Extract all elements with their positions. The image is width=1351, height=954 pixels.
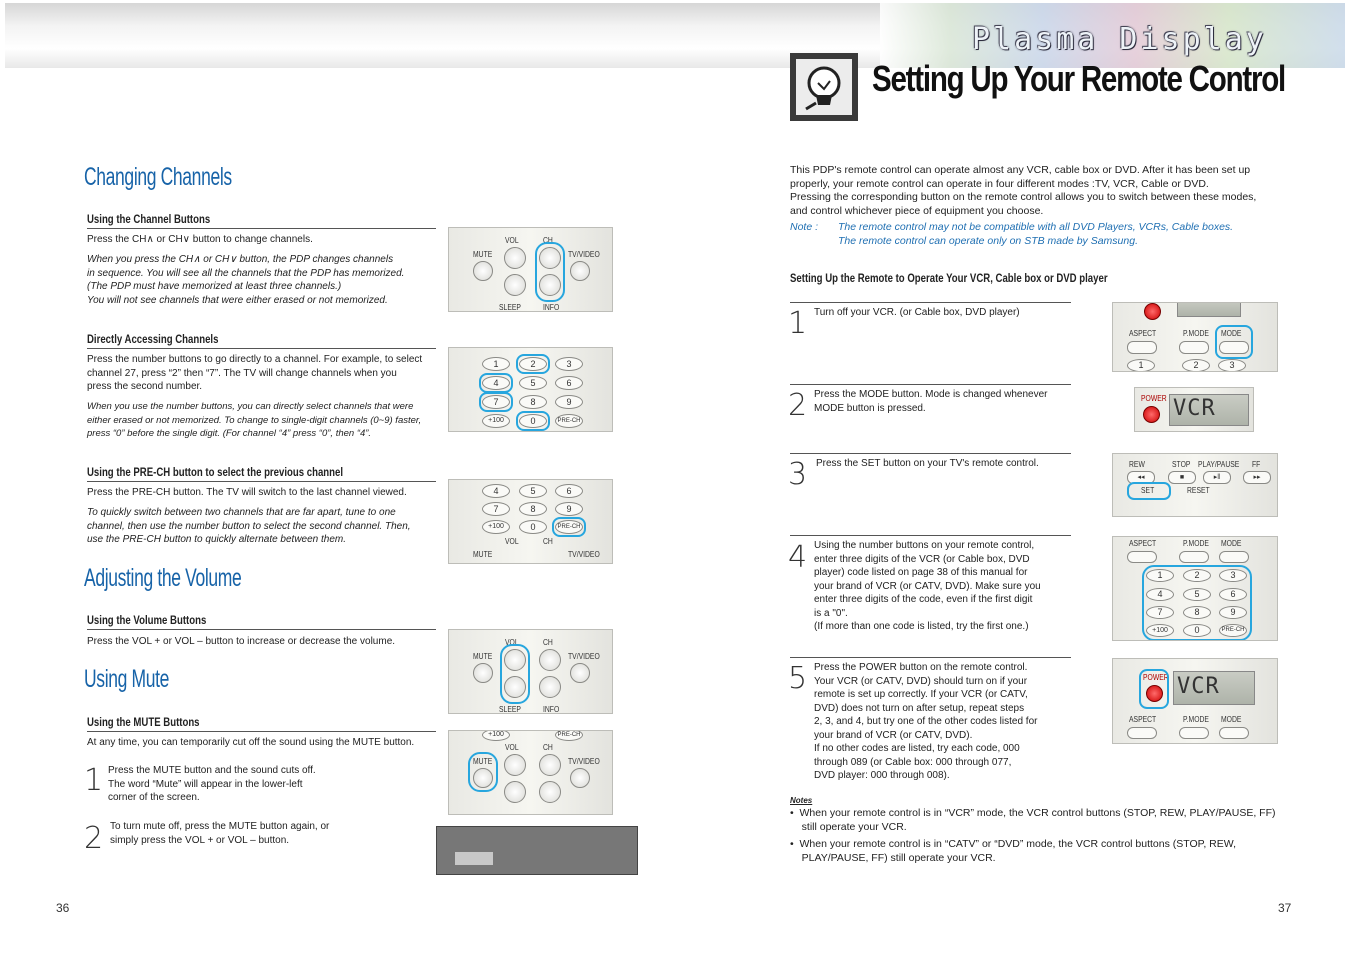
remote-illustration-vcr-display: POWER VCR <box>1134 387 1254 432</box>
setup-step-2: Press the MODE button. Mode is changed whenever MODE button is pressed. <box>814 389 1048 414</box>
remote-illustration-power: POWER VCR ASPECT P.MODE MODE <box>1112 658 1278 744</box>
divider <box>87 481 436 482</box>
subheading-direct-access: Directly Accessing Channels <box>87 332 219 346</box>
step-number: 2 <box>788 388 808 423</box>
setup-step-5: Press the POWER button on the remote control. Your VCR (or CATV, DVD) should turn on if your remote is set up correctly. If your VCR (or CATV, DVD) does not turn on after setup, repeat steps 2, 3, and 4, but try one of the other codes listed for your brand of VCR (or CATV, DVD). If no other codes are listed, try each code, 000 through 089 (or Cable box: 000 through 077, DVD player: 000 through 008). <box>814 662 1038 781</box>
setup-heading: Setting Up the Remote to Operate Your VCR, Cable box or DVD player <box>790 271 1108 285</box>
divider <box>790 535 1071 536</box>
divider <box>790 302 1071 303</box>
mute-text: At any time, you can temporarily cut off the sound using the MUTE button. <box>87 737 415 748</box>
notes-label: Notes <box>790 796 813 805</box>
setup-step-3: Press the SET button on your TV's remote control. <box>816 458 1039 469</box>
mute-step-2: To turn mute off, press the MUTE button again, or simply press the VOL + or VOL – button. <box>110 821 330 846</box>
page-title: Setting Up Your Remote Control <box>872 58 1286 99</box>
subheading-volume: Using the Volume Buttons <box>87 613 207 627</box>
direct-access-text: Press the number buttons to go directly to a channel. For example, to select channel 27, press “2” then “7”. The TV will change channels when you press the second number. <box>87 354 423 392</box>
prech-text: Press the PRE-CH button. The TV will switch to the last channel viewed. <box>87 487 407 498</box>
remote-illustration-code-entry: ASPECT P.MODE MODE 1 2 3 4 5 6 7 8 9 +100 0 PRE-CH <box>1112 536 1278 641</box>
remote-illustration-mute: +100 PRE-CH MUTE VOL CH TV/VIDEO <box>448 730 613 815</box>
divider <box>87 348 436 349</box>
divider <box>790 657 1071 658</box>
remote-illustration-channel: MUTE VOL CH TV/VIDEO SLEEP INFO <box>448 227 613 312</box>
step-number: 1 <box>84 763 104 798</box>
volume-text: Press the VOL + or VOL – button to increase or decrease the volume. <box>87 636 396 647</box>
divider <box>790 453 1071 454</box>
note-label: Note : <box>790 221 819 233</box>
remote-illustration-set: REW STOP PLAY/PAUSE FF ◂◂ ■ ▸‖ ▸▸ SET RESET <box>1112 453 1278 517</box>
section-title-mute: Using Mute <box>84 665 170 693</box>
step-number: 2 <box>84 821 104 856</box>
step-number: 5 <box>788 661 808 696</box>
remote-illustration-mode: ASPECT P.MODE MODE 1 2 3 <box>1112 302 1278 372</box>
channel-buttons-text: Press the CH∧ or CH∨ button to change channels. <box>87 234 313 245</box>
subheading-prech: Using the PRE-CH button to select the previous channel <box>87 465 344 479</box>
remote-illustration-prech: 4 5 6 7 8 9 +100 0 PRE-CH MUTE VOL CH TV/VIDEO <box>448 479 613 564</box>
mute-step-1: Press the MUTE button and the sound cuts off. The word “Mute” will appear in the lower-left corner of the screen. <box>108 765 316 803</box>
setup-step-1: Turn off your VCR. (or Cable box, DVD player) <box>814 307 1020 318</box>
intro-text: This PDP's remote control can operate almost any VCR, cable box or DVD. After it has been set up properly, your remote control can operate in four different modes :TV, VCR, Cable or DVD. Pressing the corresponding button on the remote control allows you to switch between these modes, and control whichever piece of equipment you choose. <box>790 164 1257 217</box>
page-number-right: 37 <box>1278 901 1292 915</box>
note-text: The remote control may not be compatible with all DVD Players, VCRs, Cable boxes. The remote control can operate only on STB made by Samsung. <box>838 221 1234 247</box>
divider <box>87 731 436 732</box>
divider <box>87 629 436 630</box>
step-number: 3 <box>788 457 808 492</box>
divider <box>790 384 1071 385</box>
direct-access-note: When you use the number buttons, you can directly select channels that were either erased or not memorized. To change to single-digit channels (0~9) faster, press “0” before the single digit. (For channel “4” press “0”, then “4”. <box>87 401 422 439</box>
section-title-changing-channels: Changing Channels <box>84 163 232 191</box>
divider <box>87 228 436 229</box>
page-number-left: 36 <box>56 901 70 915</box>
note-item: • When your remote control is in “VCR” mode, the VCR control buttons (STOP, REW, PLAY/PAUSE, FF) still operate your VCR. <box>790 807 1276 833</box>
prech-note: To quickly switch between two channels that are far apart, tune to one channel, then use the number button to select the second channel. Then, use the PRE-CH button to quickly alternate between them. <box>87 507 411 545</box>
lightbulb-icon <box>790 53 858 121</box>
remote-illustration-volume: MUTE VOL CH TV/VIDEO SLEEP INFO <box>448 629 613 714</box>
step-number: 4 <box>788 540 808 575</box>
screen-illustration <box>436 826 638 875</box>
subheading-mute: Using the MUTE Buttons <box>87 715 200 729</box>
remote-illustration-numbers: 1 2 3 4 5 6 7 8 9 +100 0 PRE-CH <box>448 347 613 432</box>
channel-buttons-note: When you press the CH∧ or CH∨ button, the PDP changes channels in sequence. You will see all the channels that the PDP has memorized. (The PDP must have memorized at least three channels.) You will not see channels that were either erased or not memorized. <box>87 254 405 306</box>
setup-step-4: Using the number buttons on your remote control, enter three digits of the VCR (or Cable box, DVD player) code listed on page 38 of this manual for your brand of VCR (or CATV, DVD). Make sure you enter three digits of the code, even if the first digit is a "0". (If more than one code is listed, try the first one.) <box>814 540 1041 632</box>
subheading-channel-buttons: Using the Channel Buttons <box>87 212 211 226</box>
step-number: 1 <box>788 306 808 341</box>
product-name: Plasma Display <box>972 22 1267 57</box>
section-title-volume: Adjusting the Volume <box>84 564 242 592</box>
note-item: • When your remote control is in “CATV” or “DVD” mode, the VCR control buttons (STOP, REW, PLAY/PAUSE, FF) still operate your VCR. <box>790 838 1236 864</box>
